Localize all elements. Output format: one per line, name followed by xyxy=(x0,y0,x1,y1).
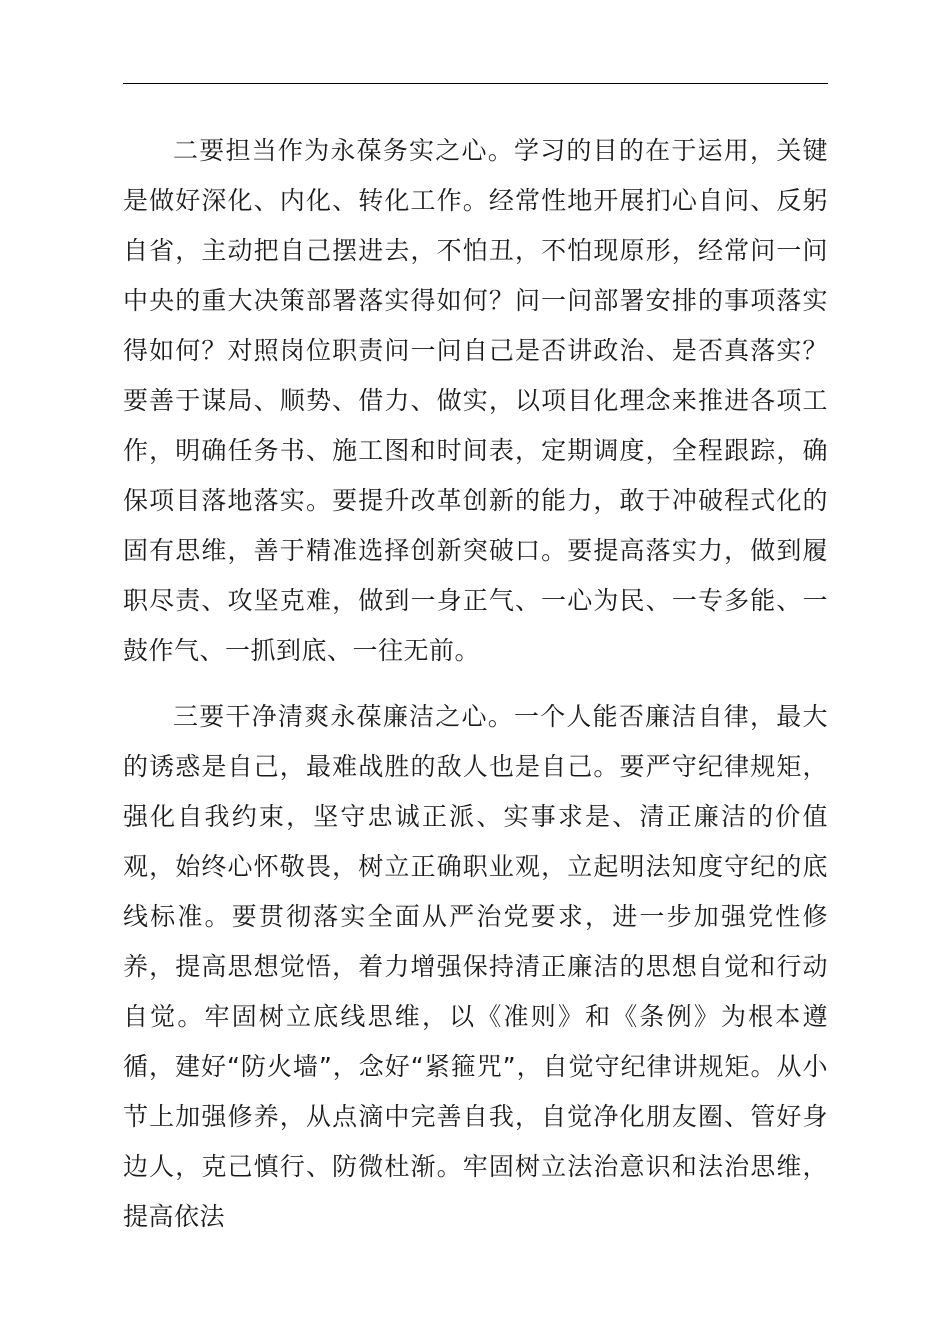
body-text xyxy=(123,126,828,1242)
header-rule xyxy=(123,83,828,84)
paragraph-2: 二要担当作为永葆务实之心。学习的目的在于运用，关键是做好深化、内化、转化工作。经常性地开展扪心自问、反躬自省，主动把自己摆进去，不怕丑，不怕现原形，经常问一问中央的重大决策部署落实得如何？问一问部署安排的事项落实得如何？对照岗位职责问一问自己是否讲政治、是否真落实？要善于谋局、顺势、借力、做实，以项目化理念来推进各项工作，明确任务书、施工图和时间表，定期调度，全程跟踪，确保项目落地落实。要提升改革创新的能力，敢于冲破程式化的固有思维，善于精准选择创新突破口。要提高落实力，做到履职尽责、攻坚克难，做到一身正气、一心为民、一专多能、一鼓作气、一抓到底、一往无前。 xyxy=(123,136,828,665)
paragraph-3: 三要干净清爽永葆廉洁之心。一个人能否廉洁自律，最大的诱惑是自己，最难战胜的敌人也是自己。要严守纪律规矩，强化自我约束，坚守忠诚正派、实事求是、清正廉洁的价值观，始终心怀敬畏，树立正确职业观，立起明法知度守纪的底线标准。要贯彻落实全面从严治党要求，进一步加强党性修养，提高思想觉悟，着力增强保持清正廉洁的思想自觉和行动自觉。牢固树立底线思维，以《准则》和《条例》为根本遵循，建好“防火墙”，念好“紧箍咒”，自觉守纪律讲规矩。从小节上加强修养，从点滴中完善自我，自觉净化朋友圈、管好身边人，克己慎行、防微杜渐。牢固树立法治意识和法治思维，提高依法 xyxy=(123,702,828,1231)
